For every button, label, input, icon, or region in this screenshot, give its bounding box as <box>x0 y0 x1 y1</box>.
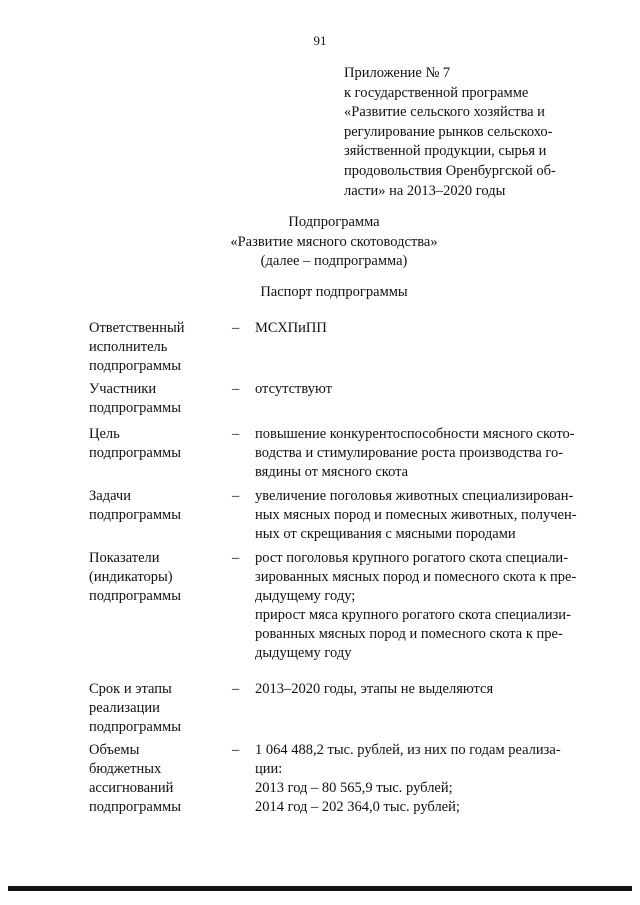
row-value <box>255 425 586 482</box>
label-line: подпрограммы <box>89 588 181 604</box>
value-line: МСХПиПП <box>255 320 327 336</box>
row-dash: – <box>232 488 240 504</box>
row-value <box>255 741 586 817</box>
label-line: подпрограммы <box>89 507 181 523</box>
row-dash: – <box>232 742 240 758</box>
appendix-line: Приложение № 7 <box>344 65 451 81</box>
label-line: Ответственный <box>89 320 185 336</box>
row-dash: – <box>232 381 240 397</box>
label-line: Показатели <box>89 550 160 566</box>
value-line: отсутствуют <box>255 381 332 397</box>
label-line: ассигнований <box>89 780 174 796</box>
row-value <box>255 319 586 338</box>
appendix-line: ласти» на 2013–2020 годы <box>344 182 506 199</box>
appendix-line: регулирование рынков сельскохо- <box>344 123 553 140</box>
label-line: подпрограммы <box>89 358 181 374</box>
row-label <box>89 319 214 376</box>
value-line: водства и стимулирование роста производства го- <box>255 445 564 461</box>
row-label <box>89 549 214 606</box>
value-line: дыдущему году; <box>255 588 356 604</box>
row-value <box>255 380 586 399</box>
value-line: 2014 год – 202 364,0 тыс. рублей; <box>255 799 460 815</box>
value-line: вядины от мясного скота <box>255 464 409 480</box>
value-line: 2013–2020 годы, этапы не выделяются <box>255 681 494 697</box>
row-dash: – <box>232 426 240 442</box>
subprogram-title-line: Подпрограмма <box>288 214 380 230</box>
row-label <box>89 425 214 463</box>
row-value <box>255 487 586 544</box>
value-line: увеличение поголовья животных специализирован- <box>255 488 574 504</box>
value-line: дыдущему году <box>255 645 352 661</box>
label-line: исполнитель <box>89 339 168 355</box>
label-line: подпрограммы <box>89 719 181 735</box>
value-line: 1 064 488,2 тыс. рублей, из них по годам реализа- <box>255 742 561 758</box>
bottom-rule <box>8 886 632 891</box>
value-line: рованных мясных пород и помесного скота к пре- <box>255 626 563 642</box>
passport-title: Паспорт подпрограммы <box>260 284 408 300</box>
page-number: 91 <box>313 33 327 48</box>
subprogram-title <box>0 213 640 272</box>
label-line: Участники <box>89 381 157 397</box>
label-line: подпрограммы <box>89 799 181 815</box>
row-dash: – <box>232 681 240 697</box>
value-line: ции: <box>255 761 283 777</box>
label-line: подпрограммы <box>89 445 181 461</box>
label-line: подпрограммы <box>89 400 181 416</box>
row-value <box>255 680 586 699</box>
value-line: зированных мясных пород и помесного скота к пре- <box>255 569 577 585</box>
row-dash: – <box>232 320 240 336</box>
label-line: бюджетных <box>89 761 162 777</box>
label-line: реализации <box>89 700 160 716</box>
subprogram-title-line: (далее – подпрограмма) <box>260 253 408 269</box>
value-line: повышение конкурентоспособности мясного ското- <box>255 426 575 442</box>
value-line: прирост мяса крупного рогатого скота специализи- <box>255 607 571 623</box>
label-line: Цель <box>89 426 120 442</box>
value-line: 2013 год – 80 565,9 тыс. рублей; <box>255 780 453 796</box>
appendix-line: зяйственной продукции, сырья и <box>344 143 547 160</box>
label-line: Задачи <box>89 488 131 504</box>
value-line: ных от скрещивания с мясными породами <box>255 526 516 542</box>
value-line: рост поголовья крупного рогатого скота специали- <box>255 550 569 566</box>
row-label <box>89 680 214 737</box>
subprogram-title-line: «Развитие мясного скотоводства» <box>230 233 438 250</box>
value-line: ных мясных пород и помесных животных, получен- <box>255 507 577 523</box>
row-label <box>89 380 214 418</box>
row-label <box>89 741 214 817</box>
row-dash: – <box>232 550 240 566</box>
appendix-line: продовольствия Оренбургской об- <box>344 162 556 179</box>
appendix-note <box>344 64 584 201</box>
label-line: (индикаторы) <box>89 569 173 585</box>
label-line: Объемы <box>89 742 140 758</box>
appendix-line: «Развитие сельского хозяйства и <box>344 104 545 121</box>
row-label <box>89 487 214 525</box>
label-line: Срок и этапы <box>89 681 172 697</box>
appendix-line: к государственной программе <box>344 84 529 101</box>
row-value <box>255 549 586 663</box>
